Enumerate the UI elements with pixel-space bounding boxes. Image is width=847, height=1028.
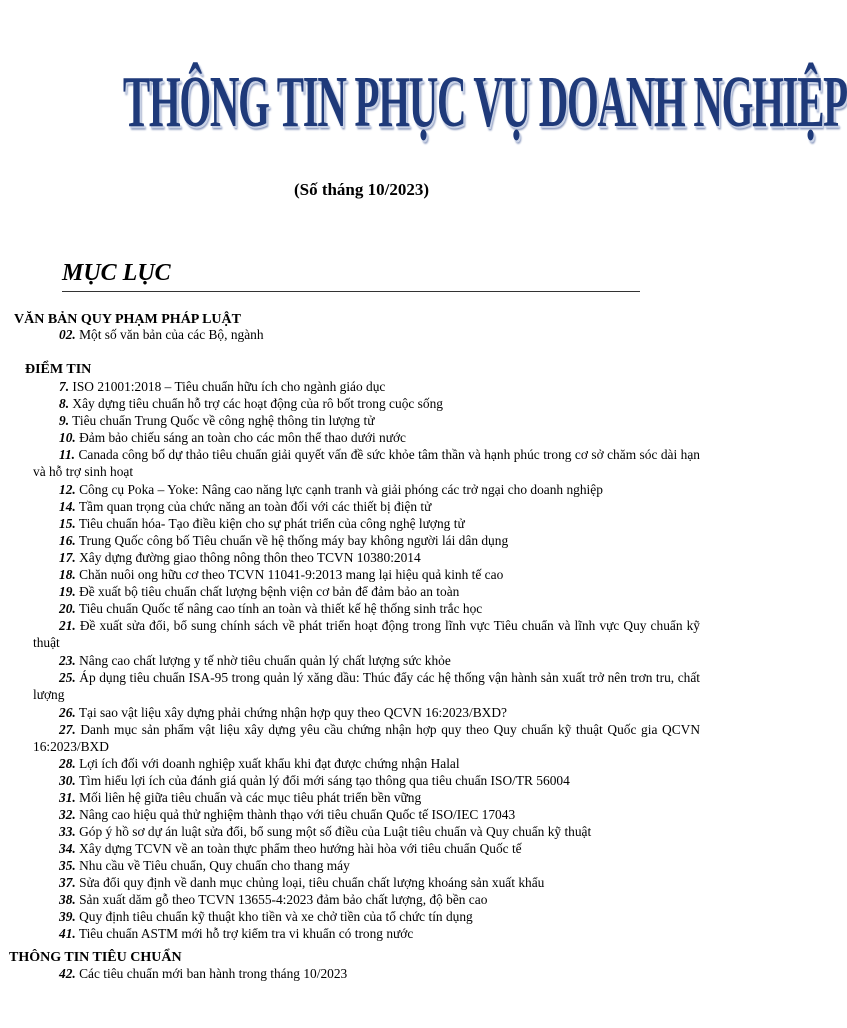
toc-entry[interactable]: [59, 705, 507, 722]
toc-entry[interactable]: [59, 892, 487, 909]
entry-title: Các tiêu chuẩn mới ban hành trong tháng 10/2023: [75, 966, 348, 981]
toc-entry[interactable]: [59, 858, 350, 875]
toc-entry[interactable]: [59, 926, 413, 943]
page-number: 37.: [59, 875, 76, 890]
entry-title: Nâng cao hiệu quả thử nghiệm thành thạo với tiêu chuẩn Quốc tế ISO/IEC 17043: [75, 807, 516, 822]
toc-entry[interactable]: [33, 618, 700, 651]
toc-entry[interactable]: [59, 807, 515, 824]
page-number: 12.: [59, 482, 76, 497]
section-heading: VĂN BẢN QUY PHẠM PHÁP LUẬT: [14, 312, 241, 327]
entry-title: Đề xuất sửa đổi, bổ sung chính sách về phát triển hoạt động trong lĩnh vực Tiêu chuẩn và lĩnh vực Quy chuẩn kỹ thuật: [33, 618, 700, 650]
entry-title: Tìm hiểu lợi ích của đánh giá quản lý đổi mới sáng tạo thông qua tiêu chuẩn ISO/TR 56004: [75, 773, 570, 788]
page-number: 35.: [59, 858, 76, 873]
entry-title: Tầm quan trọng của chức năng an toàn đối với các thiết bị điện tử: [75, 499, 432, 514]
page-number: 23.: [59, 653, 76, 668]
toc-entry[interactable]: [33, 824, 700, 841]
toc-entry[interactable]: [59, 966, 347, 983]
page-number: 17.: [59, 550, 76, 565]
entry-title: Một số văn bản của các Bộ, ngành: [75, 327, 264, 342]
page-number: 16.: [59, 533, 76, 548]
toc-entry[interactable]: [59, 379, 385, 396]
page-number: 28.: [59, 756, 76, 771]
toc-entry[interactable]: [59, 601, 482, 618]
page-number: 20.: [59, 601, 76, 616]
page-number: 32.: [59, 807, 76, 822]
toc-entry[interactable]: [33, 670, 700, 703]
section-heading: ĐIỂM TIN: [25, 362, 92, 377]
entry-title: Trung Quốc công bố Tiêu chuẩn về hệ thống máy bay không người lái dân dụng: [75, 533, 509, 548]
toc-entry[interactable]: [59, 516, 465, 533]
page-number: 15.: [59, 516, 76, 531]
entry-title: Xây dựng TCVN về an toàn thực phẩm theo hướng hài hòa với tiêu chuẩn Quốc tế: [75, 841, 522, 856]
toc-entry[interactable]: [59, 875, 544, 892]
page-number: 9.: [59, 413, 70, 428]
page-number: 21.: [59, 618, 76, 633]
entry-title: Sửa đổi quy định về danh mục chủng loại, tiêu chuẩn chất lượng khoáng sản xuất khẩu: [75, 875, 545, 890]
entry-title: Xây dựng đường giao thông nông thôn theo TCVN 10380:2014: [75, 550, 421, 565]
page-number: 8.: [59, 396, 70, 411]
toc-entry[interactable]: [59, 653, 451, 670]
toc-entry[interactable]: [59, 567, 503, 584]
toc-entry[interactable]: [33, 722, 700, 755]
page-number: 02.: [59, 327, 76, 342]
page-number: 27.: [59, 722, 76, 737]
entry-title: ISO 21001:2018 – Tiêu chuẩn hữu ích cho ngành giáo dục: [69, 379, 386, 394]
page-number: 18.: [59, 567, 76, 582]
toc-entry[interactable]: [59, 756, 460, 773]
entry-title: Sản xuất dăm gỗ theo TCVN 13655-4:2023 đảm bảo chất lượng, độ bền cao: [75, 892, 488, 907]
toc-entry[interactable]: [59, 550, 421, 567]
page-number: 34.: [59, 841, 76, 856]
toc-entry[interactable]: [59, 584, 459, 601]
toc-heading: MỤC LỤC: [62, 260, 171, 286]
entry-title: Quy định tiêu chuẩn kỹ thuật kho tiền và xe chở tiền của tổ chức tín dụng: [75, 909, 473, 924]
entry-title: Áp dụng tiêu chuẩn ISA-95 trong quản lý xăng dầu: Thúc đẩy các hệ thống vận hành sản xuất trở nên trơn tru, chất lượng: [33, 670, 700, 702]
entry-title: Tiêu chuẩn Trung Quốc về công nghệ thông tin lượng tử: [69, 413, 375, 428]
toc-entry[interactable]: [33, 482, 700, 499]
page-number: 7.: [59, 379, 70, 394]
toc-entry[interactable]: [59, 499, 431, 516]
page-number: 25.: [59, 670, 76, 685]
page-number: 30.: [59, 773, 76, 788]
page-number: 11.: [59, 447, 75, 462]
entry-title: Đề xuất bộ tiêu chuẩn chất lượng bệnh viện cơ bản để đảm bảo an toàn: [75, 584, 460, 599]
toc-entry[interactable]: [59, 533, 508, 550]
issue-subtitle: (Số tháng 10/2023): [293, 180, 430, 199]
toc-entry[interactable]: [59, 790, 421, 807]
section-heading: THÔNG TIN TIÊU CHUẨN: [9, 950, 182, 965]
toc-divider: [62, 291, 640, 292]
entry-title: Chăn nuôi ong hữu cơ theo TCVN 11041-9:2013 mang lại hiệu quả kinh tế cao: [75, 567, 504, 582]
entry-title: Công cụ Poka – Yoke: Nâng cao năng lực cạnh tranh và giải phóng các trở ngại cho doanh nghiệp: [75, 482, 603, 497]
entry-title: Mối liên hệ giữa tiêu chuẩn và các mục tiêu phát triển bền vững: [75, 790, 422, 805]
toc-entry[interactable]: [59, 841, 522, 858]
entry-title: Tiêu chuẩn Quốc tế nâng cao tính an toàn và thiết kế hệ thống sinh trắc học: [75, 601, 483, 616]
page-number: 38.: [59, 892, 76, 907]
toc-entry[interactable]: [59, 909, 473, 926]
toc-entry[interactable]: [59, 430, 406, 447]
entry-title: Nâng cao chất lượng y tế nhờ tiêu chuẩn quản lý chất lượng sức khỏe: [75, 653, 451, 668]
entry-title: Đảm bảo chiếu sáng an toàn cho các môn thể thao dưới nước: [75, 430, 406, 445]
entry-title: Tiêu chuẩn hóa- Tạo điều kiện cho sự phát triển của công nghệ lượng tử: [75, 516, 465, 531]
page-number: 31.: [59, 790, 76, 805]
entry-title: Xây dựng tiêu chuẩn hỗ trợ các hoạt động của rô bốt trong cuộc sống: [69, 396, 443, 411]
entry-title: Góp ý hồ sơ dự án luật sửa đổi, bổ sung một số điều của Luật tiêu chuẩn và Quy chuẩn kỹ thuật: [75, 824, 592, 839]
toc-entry[interactable]: [59, 396, 443, 413]
page-number: 41.: [59, 926, 76, 941]
document-title: THÔNG TIN PHỤC VỤ DOANH NGHIỆP: [122, 62, 847, 143]
page-number: 39.: [59, 909, 76, 924]
page-number: 10.: [59, 430, 76, 445]
page-number: 26.: [59, 705, 76, 720]
entry-title: Nhu cầu về Tiêu chuẩn, Quy chuẩn cho thang máy: [75, 858, 350, 873]
entry-title: Danh mục sản phẩm vật liệu xây dựng yêu cầu chứng nhận hợp quy theo Quy chuẩn kỹ thuật Quốc gia QCVN 16:2023/BXD: [33, 722, 700, 754]
page-number: 42.: [59, 966, 76, 981]
entry-title: Lợi ích đối với doanh nghiệp xuất khẩu khi đạt được chứng nhận Halal: [75, 756, 460, 771]
page-number: 33.: [59, 824, 76, 839]
page-number: 14.: [59, 499, 76, 514]
entry-title: Tiêu chuẩn ASTM mới hỗ trợ kiểm tra vi khuẩn có trong nước: [75, 926, 414, 941]
toc-entry[interactable]: [59, 773, 570, 790]
toc-entry[interactable]: [33, 447, 700, 480]
entry-title: Tại sao vật liệu xây dựng phải chứng nhận hợp quy theo QCVN 16:2023/BXD?: [75, 705, 507, 720]
entry-title: Canada công bố dự thảo tiêu chuẩn giải quyết vấn đề sức khỏe tâm thần và hạnh phúc trong cơ sở chăm sóc dài hạn và hỗ trợ sinh hoạt: [33, 447, 700, 479]
toc-entry[interactable]: [59, 327, 264, 344]
page-number: 19.: [59, 584, 76, 599]
toc-entry[interactable]: [59, 413, 374, 430]
